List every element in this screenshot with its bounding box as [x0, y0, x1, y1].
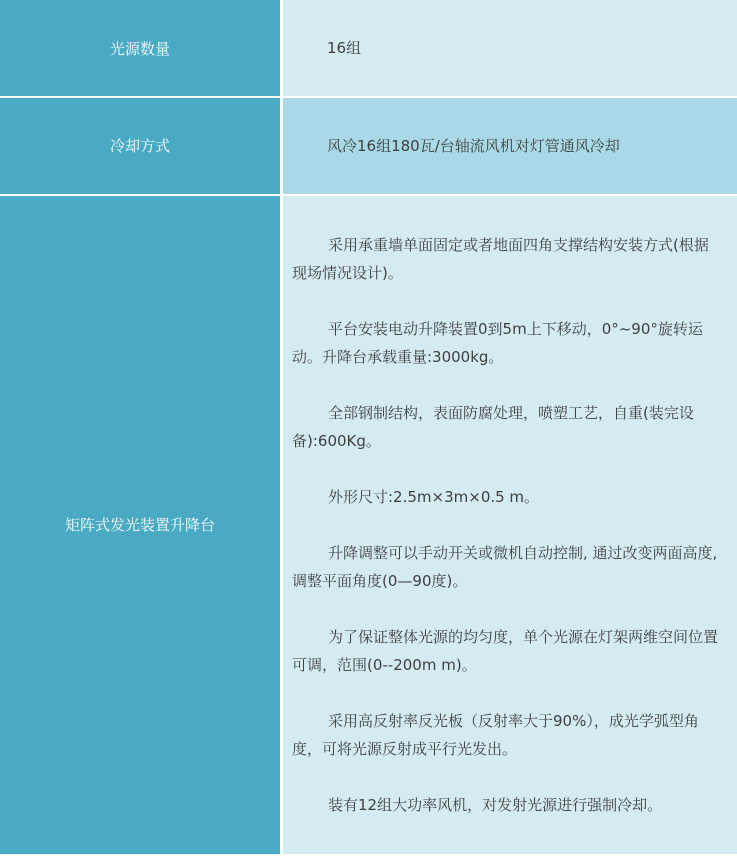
table-row-light-source-count — [0, 0, 737, 97]
lifting-platform-description — [283, 201, 737, 849]
description-paragraph-dimensions: 外形尺寸:2.5m×3m×0.5 m。 — [328, 487, 540, 506]
row-label-light-source-count: 光源数量 — [0, 0, 282, 97]
row-value-light-source-count: 16组 — [327, 39, 362, 58]
row-value-cell-lifting-platform — [282, 195, 737, 855]
row-value-cooling-method: 风冷16组180瓦/台轴流风机对灯管通风冷却 — [327, 136, 620, 155]
row-label-lifting-platform: 矩阵式发光装置升降台 — [0, 195, 282, 855]
row-label-cooling-method: 冷却方式 — [0, 97, 282, 194]
description-paragraph-mounting: 采用承重墙单面固定或者地面四角支撑结构安装方式(根据现场情况设计)。 — [292, 235, 709, 282]
description-paragraph-reflector: 采用高反射率反光板（反射率大于90%），成光学弧型角度，可将光源反射成平行光发出。 — [292, 711, 699, 758]
description-paragraph-adjustment: 升降调整可以手动开关或微机自动控制, 通过改变两面高度,调整平面角度(0—90度)。 — [292, 543, 718, 590]
description-paragraph-lifting-device: 平台安装电动升降装置0到5m上下移动，0°~90°旋转运动。升降台承载重量:3000kg。 — [292, 319, 703, 366]
description-paragraph-fans: 装有12组大功率风机，对发射光源进行强制冷却。 — [328, 795, 663, 814]
description-paragraph-uniformity: 为了保证整体光源的均匀度，单个光源在灯架两维空间位置可调，范围(0--200m m)。 — [292, 627, 719, 674]
row-value-cell-light-source-count — [282, 0, 737, 97]
row-value-cell-cooling-method — [282, 97, 737, 194]
table-row-lifting-platform — [0, 195, 737, 855]
table-row-cooling-method — [0, 97, 737, 194]
description-paragraph-structure: 全部钢制结构，表面防腐处理，喷塑工艺，自重(装完设备):600Kg。 — [292, 403, 694, 450]
